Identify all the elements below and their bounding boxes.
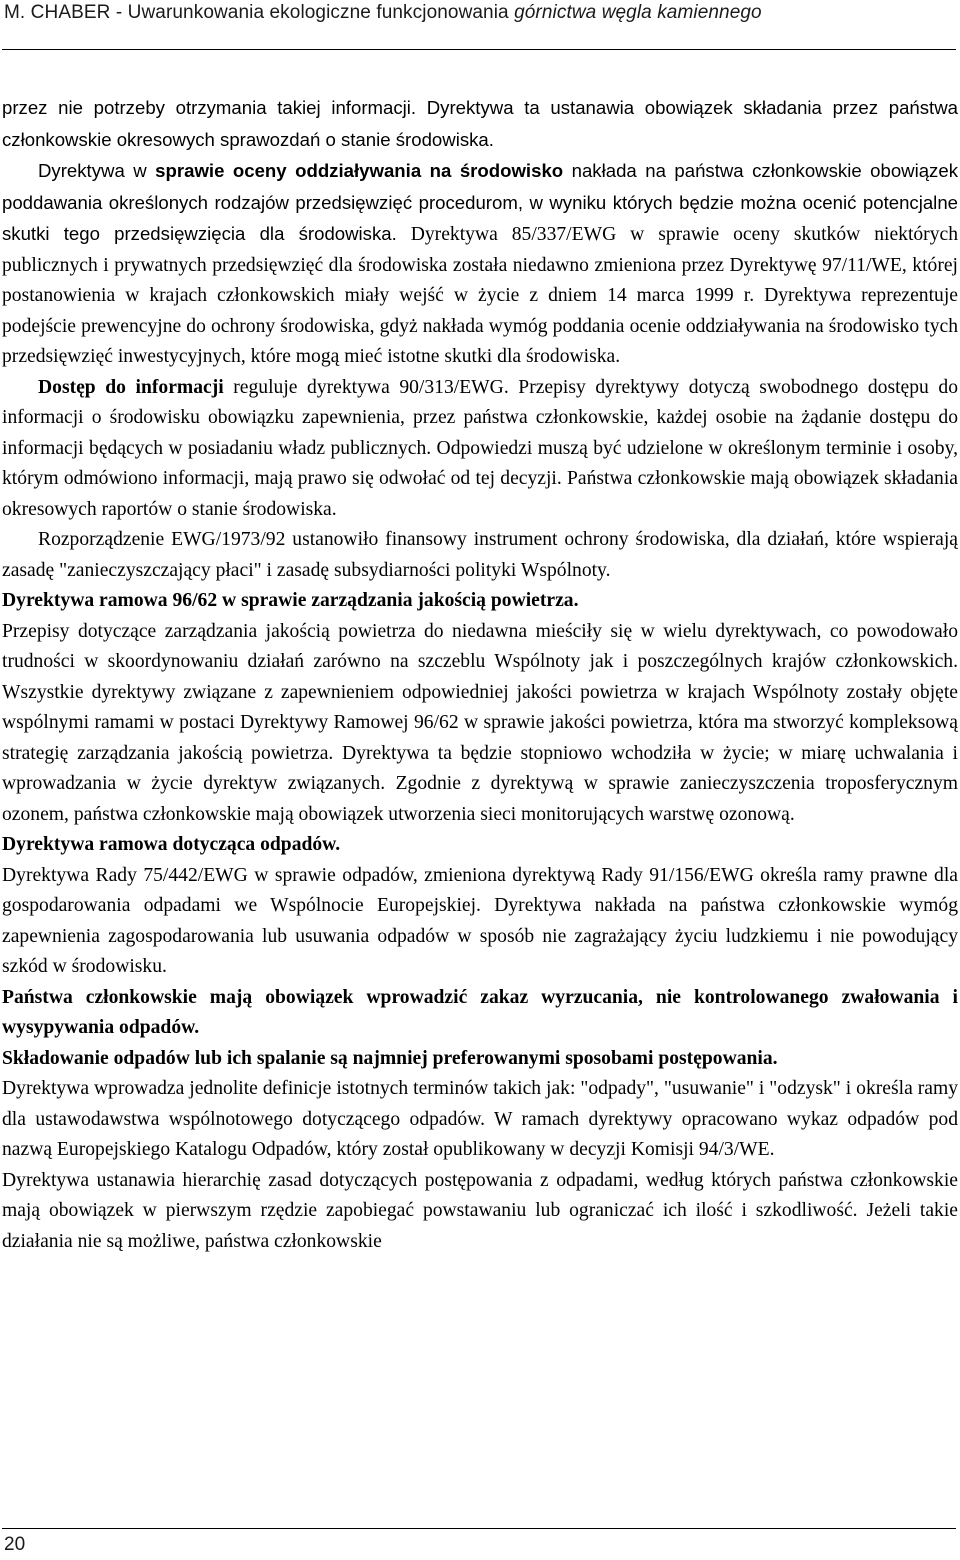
- header-title-italic: górnictwa węgla kamiennego: [514, 2, 762, 23]
- footer-rule: [2, 1528, 956, 1529]
- section-heading-waste: Dyrektywa ramowa dotycząca odpadów.: [2, 834, 341, 855]
- page-number: 20: [4, 1534, 26, 1555]
- paragraph-air-quality: Przepisy dotyczące zarządzania jakością powietrza do niedawna mieściły się w wielu dyrektywach, co powodowało trudności w skoordynowaniu działań zarówno na szczeblu Wspólnoty jak i poszczególnych krajów członkowskich. Wszystkie dyrektywy związane z zapewnieniem odpowiedniej jakości powietrza w krajach Wspólnoty zostały objęte wspólnymi ramami w postaci Dyrektywy Ramowej 96/62 w sprawie jakości powietrza, która ma stworzyć kompleksową strategię zarządzania jakością powietrza. Dyrektywa ta będzie stopniowo wchodziła w życie; w miarę uchwalania i wprowadzania w życie dyrektyw związanych. Zgodnie z dyrektywą w sprawie zanieczyszczenia troposferycznym ozonem, państwa członkowskie mają obowiązek utworzenia sieci monitorujących warstwę ozonową.: [2, 620, 958, 825]
- page-body: [2, 93, 958, 1257]
- paragraph-eia-directive: Dyrektywa w sprawie oceny oddziaływania na środowisko nakłada na państwa członkowskie obowiązek poddawania określonych rodzajów przedsięwzięć procedurom, w wyniku których będzie można ocenić potencjalne skutki tego przedsięwzięcia dla środowiska. Dyrektywa 85/337/EWG w sprawie oceny skutków niektórych publicznych i prywatnych przedsięwzięć dla środowiska została niedawno zmieniona przez Dyrektywę 97/11/WE, której postanowienia w krajach członkowskich miały wejść w życie z dniem 14 marca 1999 r. Dyrektywa reprezentuje podejście prewencyjne do ochrony środowiska, gdyż nakłada wymóg poddania ocenie oddziaływania na środowisko tych przedsięwzięć inwestycyjnych, które mogą mieć istotne skutki dla środowiska.: [2, 160, 958, 367]
- paragraph-waste-directive: Dyrektywa Rady 75/442/EWG w sprawie odpadów, zmieniona dyrektywą Rady 91/156/EWG określa ramy prawne dla gospodarowania odpadami we Wspólnocie Europejskiej. Dyrektywa nakłada na państwa członkowskie wymóg zapewnienia zagospodarowania lub usuwania odpadów w sposób nie zagrażający życiu ludzkiemu i nie powodujący szkód w środowisku.: [2, 864, 958, 977]
- term-eia: sprawie oceny oddziaływania na środowisko: [155, 160, 564, 181]
- paragraph-waste-hierarchy: Dyrektywa ustanawia hierarchię zasad dotyczących postępowania z odpadami, według których państwa członkowskie mają obowiązek w pierwszym rzędzie zapobiegać powstawaniu lub ograniczać ich ilość i szkodliwość. Jeżeli takie działania nie są możliwe, państwa członkowskie: [2, 1169, 958, 1252]
- header-author-title: M. CHABER - Uwarunkowania ekologiczne funkcjonowania: [4, 2, 515, 23]
- term-access: Dostęp do informacji: [38, 376, 224, 398]
- paragraph-regulation: Rozporządzenie EWG/1973/92 ustanowiło finansowy instrument ochrony środowiska, dla działań, które wspierają zasadę "zanieczyszczający płaci" i zasadę subsydiarności polityki Wspólnoty.: [2, 529, 958, 581]
- paragraph-waste-definitions: Dyrektywa wprowadza jednolite definicje istotnych terminów takich jak: "odpady", "usuwanie" i "odzysk" i określa ramy dla ustawodawstwa wspólnotowego dotyczącego odpadów. W ramach dyrektywy opracowano wykaz odpadów pod nazwą Europejskiego Katalogu Odpadów, który został opublikowany w decyzji Komisji 94/3/WE.: [2, 1078, 958, 1160]
- paragraph-waste-storage: Składowanie odpadów lub ich spalanie są najmniej preferowanymi sposobami postępowania.: [2, 1047, 778, 1069]
- paragraph-waste-ban: Państwa członkowskie mają obowiązek wprowadzić zakaz wyrzucania, nie kontrolowanego zwałowania i wysypywania odpadów.: [2, 986, 958, 1038]
- running-header: [4, 2, 956, 24]
- header-rule: [2, 49, 956, 50]
- paragraph-access-to-information: Dostęp do informacji reguluje dyrektywa 90/313/EWG. Przepisy dyrektywy dotyczą swobodnego dostępu do informacji o środowisku obowiązku zapewnienia, przez państwa członkowskie, każdej osobie na żądanie dostępu do informacji będących w posiadaniu władz publicznych. Odpowiedzi muszą być udzielone w określonym terminie i osoby, którym odmówiono informacji, mają prawo się odwołać od tej decyzji. Państwa członkowskie mają obowiązek składania okresowych raportów o stanie środowiska.: [2, 376, 959, 520]
- section-heading-air-quality: Dyrektywa ramowa 96/62 w sprawie zarządzania jakością powietrza.: [2, 590, 579, 611]
- paragraph-continuation: przez nie potrzeby otrzymania takiej informacji. Dyrektywa ta ustanawia obowiązek składania przez państwa członkowskie okresowych sprawozdań o stanie środowiska.: [2, 97, 958, 150]
